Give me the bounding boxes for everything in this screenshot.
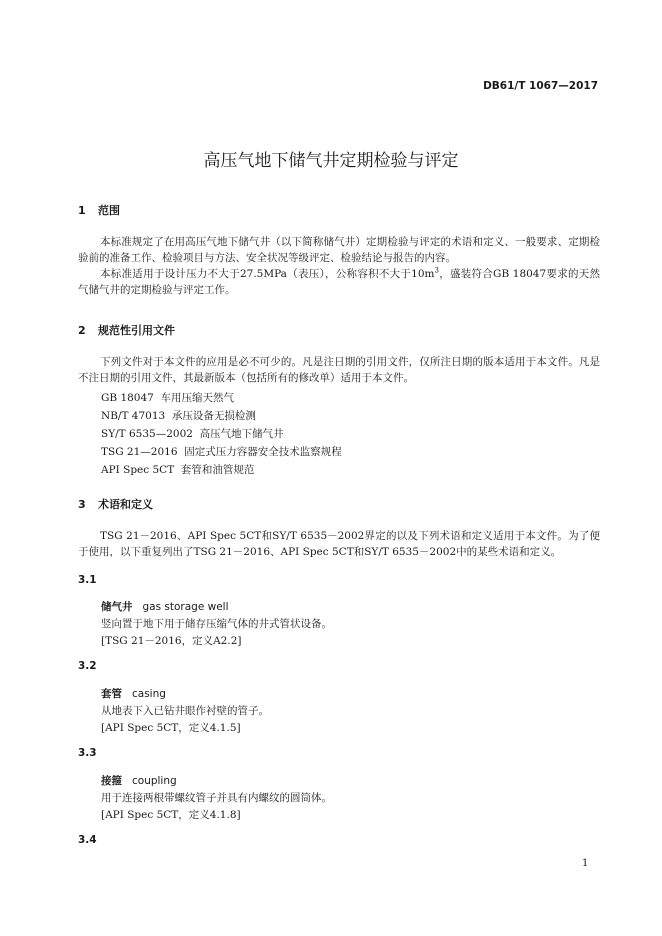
term-source: [API Spec 5CT，定义4.1.8]: [101, 809, 241, 821]
reference-name: 固定式压力容器安全技术监察规程: [184, 446, 342, 458]
section-1-paragraph-2: [78, 266, 600, 298]
reference-item: [101, 462, 254, 477]
term-en: gas storage well: [142, 601, 229, 613]
section-1-paragraph-1: 本标准规定了在用高压气地下储气井（以下简称储气井）定期检验与评定的术语和定义、一般要求、定期检验前的准备工作、检验项目与方法、安全状况等级评定、检验结论与报告的内容。: [78, 236, 600, 264]
clause-number: 3.4: [78, 834, 97, 846]
section-2-paragraph-1: 下列文件对于本文件的应用是必不可少的。凡是注日期的引用文件，仅所注日期的版本适用于本文件。凡是不注日期的引用文件，其最新版本（包括所有的修改单）适用于本文件。: [78, 356, 600, 384]
term-source: [API Spec 5CT，定义4.1.5]: [101, 722, 241, 734]
term-en: casing: [132, 688, 166, 700]
paragraph-text: ，盛装符合GB 18047要求的天然气储气井的定期检验与评定工作。: [78, 268, 600, 296]
superscript: 3: [434, 266, 439, 275]
standard-number: DB61/T 1067—2017: [483, 80, 598, 92]
reference-item: [101, 444, 342, 459]
section-number: 3: [78, 498, 86, 511]
section-2-heading: [78, 322, 175, 338]
term-heading: [101, 773, 177, 788]
section-title: 术语和定义: [98, 498, 153, 511]
section-title: 规范性引用文件: [98, 324, 175, 337]
reference-code: NB/T 47013: [101, 410, 166, 422]
term-definition: 竖向置于地下用于储存压缩气体的井式管状设备。: [101, 618, 332, 630]
clause-number: 3.3: [78, 747, 97, 759]
paragraph-text: 本标准适用于设计压力不大于27.5MPa（表压），公称容积不大于10m: [100, 268, 435, 280]
term-definition: 从地表下入已钻井眼作衬壁的管子。: [101, 705, 269, 717]
clause-number: 3.1: [78, 574, 97, 586]
section-number: 1: [78, 204, 86, 217]
term-zh: 套管: [101, 688, 122, 700]
reference-name: 高压气地下储气井: [199, 428, 284, 440]
section-3-heading: [78, 496, 153, 512]
reference-code: SY/T 6535—2002: [101, 428, 193, 440]
reference-code: TSG 21—2016: [101, 446, 178, 458]
page-number: 1: [582, 858, 589, 869]
reference-code: API Spec 5CT: [101, 464, 175, 476]
section-3-paragraph-1: TSG 21－2016、API Spec 5CT和SY/T 6535－2002界定的以及下列术语和定义适用于本文件。为了便于使用，以下重复列出了TSG 21－2016、API Spec 5CT和SY/T 6535－2002中的某些术语和定义。: [78, 530, 600, 558]
reference-code: GB 18047: [101, 392, 154, 404]
reference-name: 承压设备无损检测: [171, 410, 256, 422]
term-definition: 用于连接两根带螺纹管子并具有内螺纹的圆筒体。: [101, 792, 332, 804]
term-zh: 接箍: [101, 775, 122, 787]
reference-item: [101, 408, 256, 423]
term-heading: [101, 599, 229, 614]
reference-item: [101, 390, 234, 405]
term-en: coupling: [132, 775, 177, 787]
document-title: 高压气地下储气井定期检验与评定: [203, 151, 459, 171]
reference-item: [101, 426, 284, 441]
term-zh: 储气井: [101, 601, 133, 613]
term-source: [TSG 21－2016，定义A2.2]: [101, 635, 242, 647]
section-1-heading: [78, 202, 120, 218]
reference-name: 套管和油管规范: [180, 464, 255, 476]
reference-name: 车用压缩天然气: [160, 392, 235, 404]
clause-number: 3.2: [78, 660, 97, 672]
section-number: 2: [78, 324, 86, 337]
section-title: 范围: [98, 204, 120, 217]
term-heading: [101, 686, 166, 701]
